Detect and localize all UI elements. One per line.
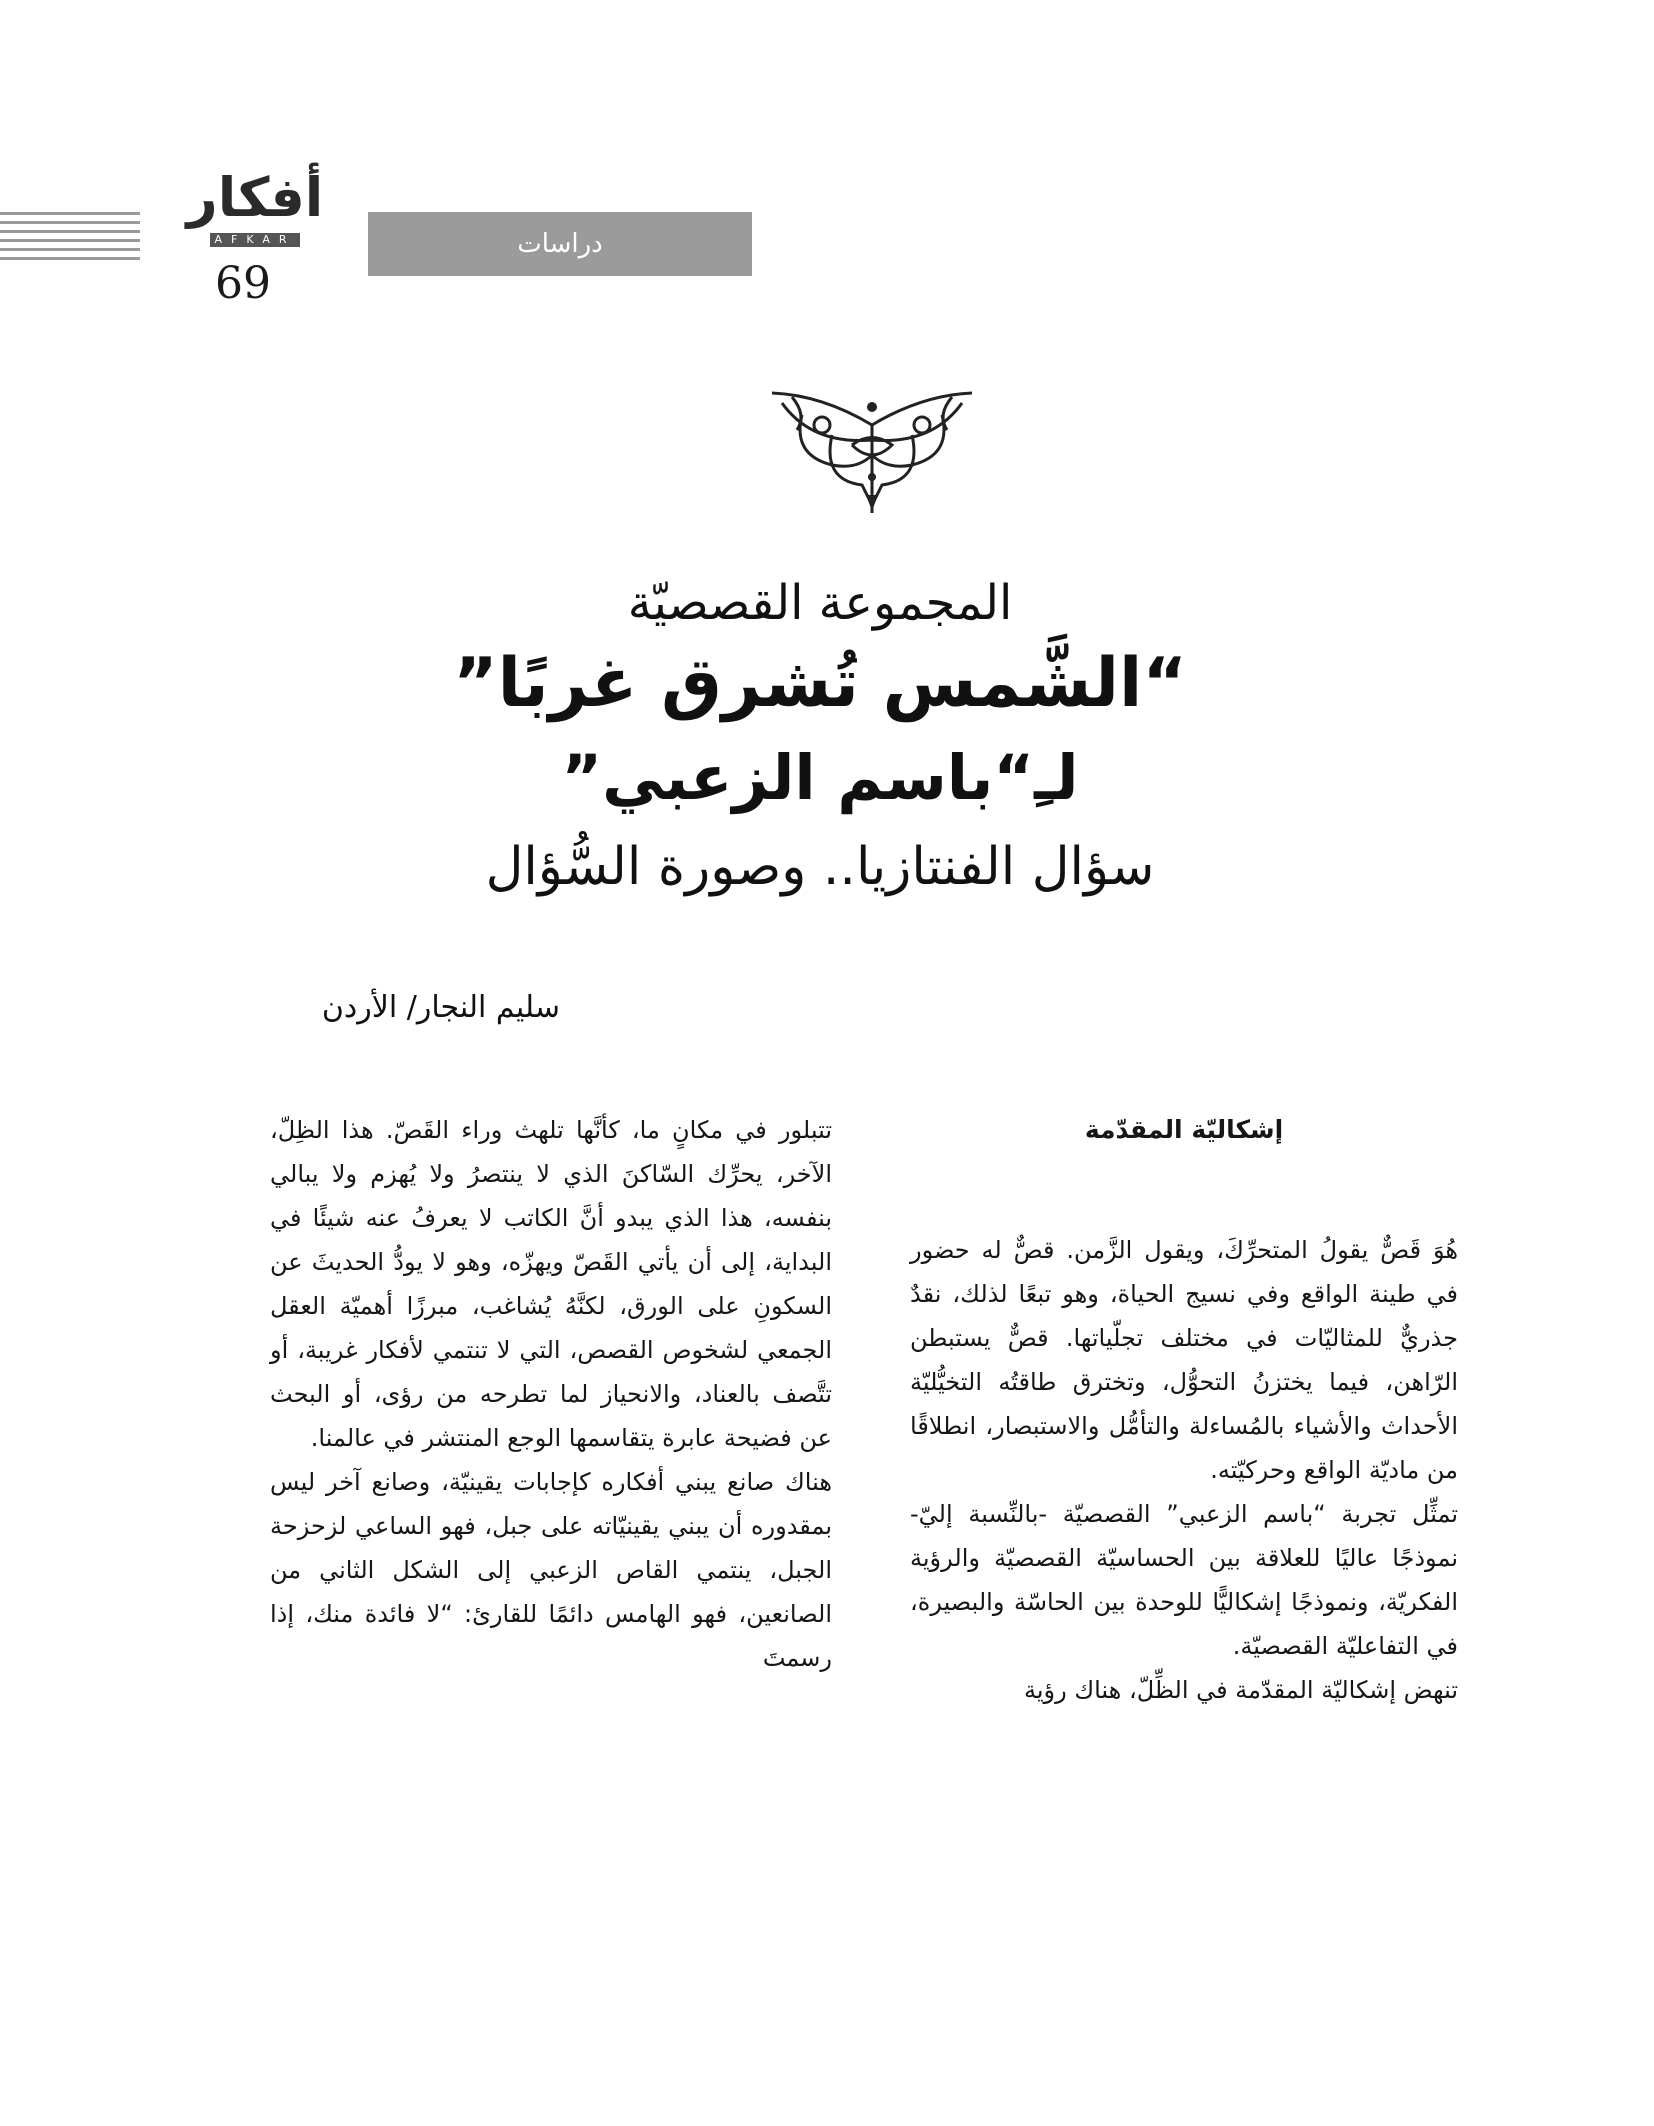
- paragraph: هُوَ قَصٌّ يقولُ المتحرِّكَ، ويقول الزَّمن. قصٌّ له حضور في طينة الواقع وفي نسيج الحياة، وهو تبعًا لذلك، نقدٌ جذريٌّ للمثاليّات في مختلف تجلّياتها. قصٌّ يستبطن الرّاهن، فيما يختزنُ التحوُّل، وتخترق طاقتُه التخيُّليّة الأحداث والأشياء بالمُساءلة والتأمُّل والاستبصار، انطلاقًا من ماديّة الواقع وحركيّته.: [910, 1236, 1458, 1484]
- title-line-1: المجموعة القصصيّة: [627, 575, 1013, 631]
- page-number: 69: [215, 258, 271, 309]
- right-column: [910, 1108, 1458, 1712]
- decorative-stripes: [0, 212, 140, 266]
- logo-arabic: أفكار: [186, 166, 324, 229]
- paragraph: هناك صانع يبني أفكاره كإجابات يقينيّة، وصانع آخر ليس بمقدوره أن يبني يقينيّاته على جبل، فهو الساعي لزحزحة الجبل، ينتمي القاص الزعبي إلى الشكل الثاني من الصانعين، فهو الهامس دائمًا للقارئ: “لا فائدة منك، إذا رسمتَ: [270, 1468, 832, 1672]
- section-subheading: إشكاليّة المقدّمة: [1084, 1115, 1284, 1144]
- magazine-logo: [170, 168, 340, 248]
- title-line-2: “الشَّمس تُشرق غربًا”: [452, 644, 1188, 723]
- title-line-3: لـِ“باسم الزعبي”: [561, 741, 1079, 814]
- author-byline: سليم النجار/ الأردن: [321, 990, 560, 1025]
- logo-english: AFKAR: [210, 233, 299, 247]
- section-label: دراسات: [368, 212, 752, 276]
- article-title: [400, 570, 1240, 910]
- title-line-4: سؤال الفنتازيا.. وصورة السُّؤال: [485, 837, 1155, 897]
- left-column: [270, 1108, 832, 1680]
- paragraph: تتبلور في مكانٍ ما، كأنَّها تلهث وراء القَصّ. هذا الظِلّ، الآخر، يحرِّك السّاكنَ الذي لا ينتصرُ ولا يُهزم ولا يبالي بنفسه، هذا الذي يبدو أنَّ الكاتب لا يعرفُ عنه شيئًا في البداية، إلى أن يأتي القَصّ ويهزّه، وهو لا يودُّ الحديثَ عن السكونِ على الورق، لكنَّهُ يُشاغب، مبرزًا أهميّة العقل الجمعي لشخوص القصص، التي لا تنتمي لأفكار غريبة، أو تتَّصف بالعناد، والانحياز لما تطرحه من رؤى، أو البحث عن فضيحة عابرة يتقاسمها الوجع المنتشر في عالمنا.: [270, 1116, 832, 1452]
- paragraph: تنهض إشكاليّة المقدّمة في الظِّلّ، هناك رؤية: [1023, 1676, 1458, 1704]
- paragraph: تمثِّل تجربة “باسم الزعبي” القصصيّة -بالنِّسبة إليّ- نموذجًا عاليًا للعلاقة بين الحساسيّة القصصيّة والرؤية الفكريّة، ونموذجًا إشكاليًّا للوحدة بين الحاسّة والبصيرة، في التفاعليّة القصصيّة.: [910, 1500, 1458, 1660]
- ornament-icon: [762, 385, 982, 515]
